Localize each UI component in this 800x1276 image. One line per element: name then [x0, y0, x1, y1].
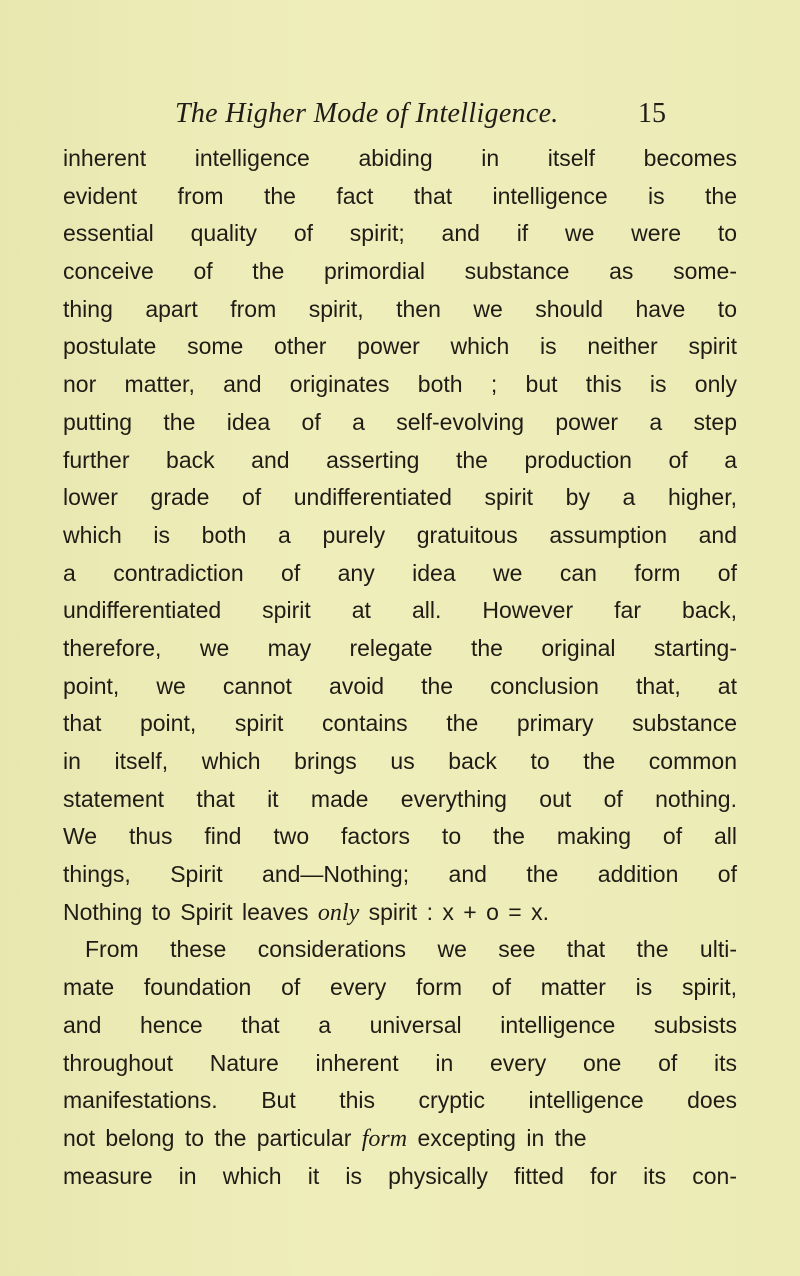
- text-line: therefore, we may relegate the original starting-: [63, 634, 737, 661]
- text-line: putting the idea of a self-evolving power a step: [63, 408, 737, 435]
- text-line: things, Spirit and—Nothing; and the addition of: [63, 861, 737, 888]
- text-line: undifferentiated spirit at all. However far back,: [63, 597, 737, 624]
- text-line: We thus find two factors to the making of all: [63, 823, 737, 850]
- text-line: that point, spirit contains the primary substance: [63, 710, 737, 737]
- text-line: in itself, which brings us back to the common: [63, 748, 737, 774]
- text-run: spirit : x + o = x.: [368, 898, 549, 925]
- text-line: point, we cannot avoid the conclusion that, at: [63, 672, 737, 699]
- text-line: nor matter, and originates both ; but this is only: [63, 371, 737, 398]
- text-line: evident from the fact that intelligence is the: [63, 182, 737, 209]
- text-line: and hence that a universal intelligence subsists: [63, 1011, 737, 1038]
- italic-emphasis: form: [361, 1125, 408, 1152]
- text-line: statement that it made everything out of nothing.: [63, 785, 737, 812]
- text-run: not belong to the particular: [63, 1124, 352, 1151]
- text-line: conceive of the primordial substance as some-: [63, 258, 737, 285]
- italic-emphasis: only: [317, 899, 360, 926]
- text-line: lower grade of undifferentiated spirit by a higher,: [63, 484, 737, 511]
- running-title: The Higher Mode of Intelligence.: [175, 98, 559, 129]
- text-line: essential quality of spirit; and if we were to: [63, 220, 737, 247]
- text-line: throughout Nature inherent in every one of its: [63, 1049, 737, 1076]
- text-line: which is both a purely gratuitous assumption and: [63, 521, 737, 548]
- text-line: manifestations. But this cryptic intelligence does: [63, 1087, 737, 1114]
- text-run: excepting in the: [417, 1124, 587, 1151]
- paragraph-first-line: From these considerations we see that the ulti-: [85, 936, 737, 963]
- text-line: mate foundation of every form of matter is spirit,: [63, 974, 737, 1001]
- running-head: [0, 98, 800, 138]
- text-line: postulate some other power which is neither spirit: [63, 333, 737, 360]
- text-run: Nothing to Spirit leaves: [63, 898, 309, 925]
- text-line: thing apart from spirit, then we should have to: [63, 295, 737, 322]
- page-number: 15: [638, 98, 666, 129]
- text-line: further back and asserting the production of a: [63, 446, 737, 473]
- text-line: [63, 894, 737, 932]
- text-line: inherent intelligence abiding in itself becomes: [63, 145, 737, 171]
- text-line: measure in which it is physically fitted for its con-: [63, 1162, 737, 1189]
- body-text: [63, 140, 737, 1195]
- text-line: [63, 1120, 737, 1158]
- text-line: a contradiction of any idea we can form of: [63, 559, 737, 586]
